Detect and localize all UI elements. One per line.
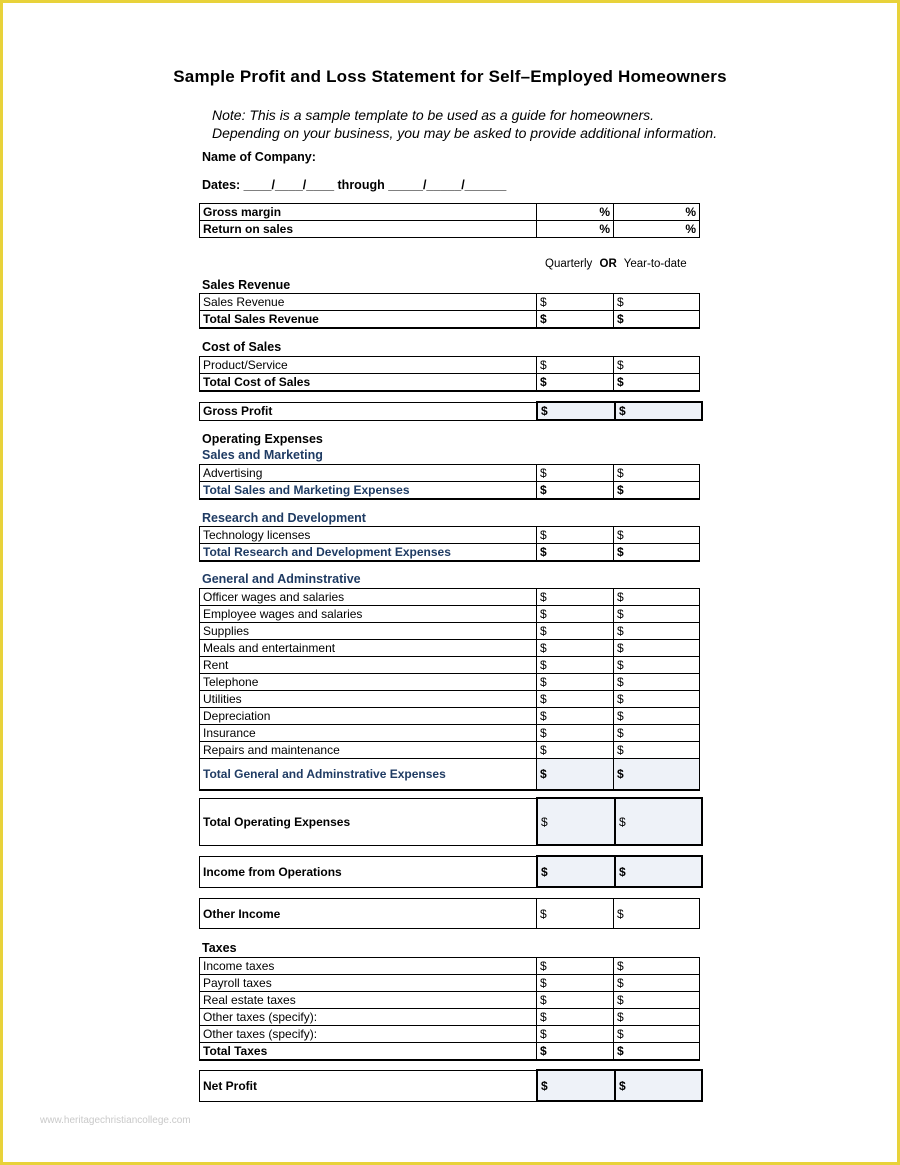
ytd-cell[interactable]: $ (614, 623, 700, 640)
sales-marketing-table (199, 464, 700, 500)
ytd-cell[interactable]: $ (614, 899, 700, 929)
table-row (200, 958, 700, 975)
table-row (200, 1043, 700, 1061)
sales-marketing-header: Sales and Marketing (202, 448, 323, 462)
ytd-cell[interactable]: $ (614, 357, 700, 374)
row-label: Insurance (200, 725, 537, 742)
taxes-header: Taxes (202, 941, 237, 955)
ytd-cell[interactable]: $ (615, 798, 702, 845)
ytd-cell[interactable]: $ (614, 759, 700, 791)
quarterly-cell[interactable]: $ (537, 1070, 615, 1101)
table-row (200, 482, 700, 500)
quarterly-cell[interactable]: $ (537, 374, 614, 392)
quarterly-cell[interactable]: $ (537, 357, 614, 374)
column-quarterly: Quarterly (545, 258, 593, 270)
other-income-table (199, 898, 700, 929)
row-label: Product/Service (200, 357, 537, 374)
table-row (200, 294, 700, 311)
cost-of-sales-table (199, 356, 700, 392)
ytd-cell[interactable]: $ (614, 482, 700, 500)
research-table (199, 526, 700, 562)
quarterly-cell[interactable]: $ (537, 759, 614, 791)
row-label: Supplies (200, 623, 537, 640)
quarterly-cell[interactable]: $ (537, 958, 614, 975)
row-label: Telephone (200, 674, 537, 691)
table-row (200, 1026, 700, 1043)
ytd-cell[interactable]: $ (615, 402, 702, 420)
quarterly-cell[interactable]: $ (537, 402, 615, 420)
ytd-cell[interactable]: $ (614, 311, 700, 329)
return-on-sales-quarterly[interactable]: % (537, 221, 614, 238)
ytd-cell[interactable]: $ (615, 856, 702, 887)
dates-label: Dates: ____/____/____ through _____/_____/______ (202, 178, 507, 192)
ytd-cell[interactable]: $ (614, 1009, 700, 1026)
table-row (200, 311, 700, 329)
income-operations-table (199, 855, 703, 888)
gross-margin-label: Gross margin (200, 204, 537, 221)
ytd-cell[interactable]: $ (614, 975, 700, 992)
total-label: Total General and Adminstrative Expenses (200, 759, 537, 791)
quarterly-cell[interactable]: $ (537, 691, 614, 708)
row-label: Advertising (200, 465, 537, 482)
quarterly-cell[interactable]: $ (537, 856, 615, 887)
table-row (200, 798, 703, 845)
quarterly-cell[interactable]: $ (537, 1043, 614, 1061)
ytd-cell[interactable]: $ (614, 691, 700, 708)
return-on-sales-label: Return on sales (200, 221, 537, 238)
quarterly-cell[interactable]: $ (537, 725, 614, 742)
table-row (200, 899, 700, 929)
total-operating-label: Total Operating Expenses (200, 798, 538, 845)
ytd-cell[interactable]: $ (614, 294, 700, 311)
operating-expenses-header: Operating Expenses (202, 432, 323, 446)
column-headers (545, 258, 687, 270)
sales-revenue-table (199, 293, 700, 329)
table-row (200, 674, 700, 691)
quarterly-cell[interactable]: $ (537, 544, 614, 562)
total-label: Total Cost of Sales (200, 374, 537, 392)
quarterly-cell[interactable]: $ (537, 606, 614, 623)
quarterly-cell[interactable]: $ (537, 311, 614, 329)
sales-revenue-header: Sales Revenue (202, 278, 291, 292)
table-row (200, 544, 700, 562)
quarterly-cell[interactable]: $ (537, 1009, 614, 1026)
quarterly-cell[interactable]: $ (537, 589, 614, 606)
ytd-cell[interactable]: $ (614, 958, 700, 975)
table-row (200, 975, 700, 992)
quarterly-cell[interactable]: $ (537, 294, 614, 311)
note-line-2: Depending on your business, you may be asked to provide additional information. (212, 125, 718, 141)
total-label: Total Research and Development Expenses (200, 544, 537, 562)
table-row (200, 759, 700, 791)
ytd-cell[interactable]: $ (614, 674, 700, 691)
table-row (200, 374, 700, 392)
ytd-cell[interactable]: $ (614, 374, 700, 392)
quarterly-cell[interactable]: $ (537, 482, 614, 500)
table-row (200, 992, 700, 1009)
ytd-cell[interactable]: $ (614, 640, 700, 657)
quarterly-cell[interactable]: $ (537, 742, 614, 759)
ytd-cell[interactable]: $ (614, 1043, 700, 1061)
gross-profit-label: Gross Profit (200, 402, 538, 420)
table-row (200, 691, 700, 708)
ytd-cell[interactable]: $ (614, 1026, 700, 1043)
table-row (200, 402, 703, 420)
note-line-1: Note: This is a sample template to be used as a guide for homeowners. (212, 107, 655, 123)
total-label: Total Taxes (200, 1043, 537, 1061)
row-label: Payroll taxes (200, 975, 537, 992)
table-row (200, 204, 700, 221)
taxes-table (199, 957, 700, 1061)
row-label: Utilities (200, 691, 537, 708)
table-row (200, 221, 700, 238)
row-label: Rent (200, 657, 537, 674)
row-label: Repairs and maintenance (200, 742, 537, 759)
gross-margin-ytd[interactable]: % (614, 204, 700, 221)
row-label: Real estate taxes (200, 992, 537, 1009)
table-row (200, 856, 703, 887)
company-label: Name of Company: (202, 150, 316, 164)
quarterly-cell[interactable]: $ (537, 623, 614, 640)
net-profit-label: Net Profit (200, 1070, 538, 1101)
cost-of-sales-header: Cost of Sales (202, 340, 282, 354)
table-row (200, 725, 700, 742)
quarterly-cell[interactable]: $ (537, 674, 614, 691)
ytd-cell[interactable]: $ (614, 465, 700, 482)
gross-profit-table (199, 401, 703, 421)
row-label: Meals and entertainment (200, 640, 537, 657)
row-label: Sales Revenue (200, 294, 537, 311)
ytd-cell[interactable]: $ (614, 708, 700, 725)
total-label: Total Sales Revenue (200, 311, 537, 329)
total-operating-table (199, 797, 703, 846)
table-row (200, 1009, 700, 1026)
column-or: OR (599, 258, 617, 270)
row-label: Officer wages and salaries (200, 589, 537, 606)
income-operations-label: Income from Operations (200, 856, 538, 887)
quarterly-cell[interactable]: $ (537, 708, 614, 725)
column-ytd: Year-to-date (623, 258, 687, 270)
ytd-cell[interactable]: $ (614, 527, 700, 544)
return-on-sales-ytd[interactable]: % (614, 221, 700, 238)
quarterly-cell[interactable]: $ (537, 798, 615, 845)
row-label: Depreciation (200, 708, 537, 725)
table-row (200, 465, 700, 482)
note (212, 106, 717, 142)
table-row (200, 357, 700, 374)
table-row (200, 1070, 703, 1101)
table-row (200, 657, 700, 674)
quarterly-cell[interactable]: $ (537, 527, 614, 544)
ytd-cell[interactable]: $ (614, 725, 700, 742)
table-row (200, 589, 700, 606)
ytd-cell[interactable]: $ (614, 544, 700, 562)
table-row (200, 708, 700, 725)
ytd-cell[interactable]: $ (614, 606, 700, 623)
ytd-cell[interactable]: $ (614, 742, 700, 759)
quarterly-cell[interactable]: $ (537, 975, 614, 992)
ratios-table (199, 203, 700, 238)
quarterly-cell[interactable]: $ (537, 465, 614, 482)
ytd-cell[interactable]: $ (614, 992, 700, 1009)
general-table (199, 588, 700, 791)
quarterly-cell[interactable]: $ (537, 899, 614, 929)
table-row (200, 623, 700, 640)
table-row (200, 640, 700, 657)
table-row (200, 742, 700, 759)
total-label: Total Sales and Marketing Expenses (200, 482, 537, 500)
document-title: Sample Profit and Loss Statement for Self–Employed Homeowners (173, 67, 727, 86)
row-label: Income taxes (200, 958, 537, 975)
ytd-cell[interactable]: $ (614, 657, 700, 674)
quarterly-cell[interactable]: $ (537, 657, 614, 674)
table-row (200, 606, 700, 623)
research-header: Research and Development (202, 511, 366, 525)
other-income-label: Other Income (200, 899, 537, 929)
row-label: Technology licenses (200, 527, 537, 544)
table-row (200, 527, 700, 544)
row-label: Employee wages and salaries (200, 606, 537, 623)
quarterly-cell[interactable]: $ (537, 1026, 614, 1043)
quarterly-cell[interactable]: $ (537, 640, 614, 657)
ytd-cell[interactable]: $ (614, 589, 700, 606)
row-label: Other taxes (specify): (200, 1026, 537, 1043)
quarterly-cell[interactable]: $ (537, 992, 614, 1009)
watermark: www.heritagechristiancollege.com (40, 1115, 191, 1126)
general-header: General and Adminstrative (202, 572, 361, 586)
ytd-cell[interactable]: $ (615, 1070, 702, 1101)
gross-margin-quarterly[interactable]: % (537, 204, 614, 221)
row-label: Other taxes (specify): (200, 1009, 537, 1026)
net-profit-table (199, 1069, 703, 1102)
